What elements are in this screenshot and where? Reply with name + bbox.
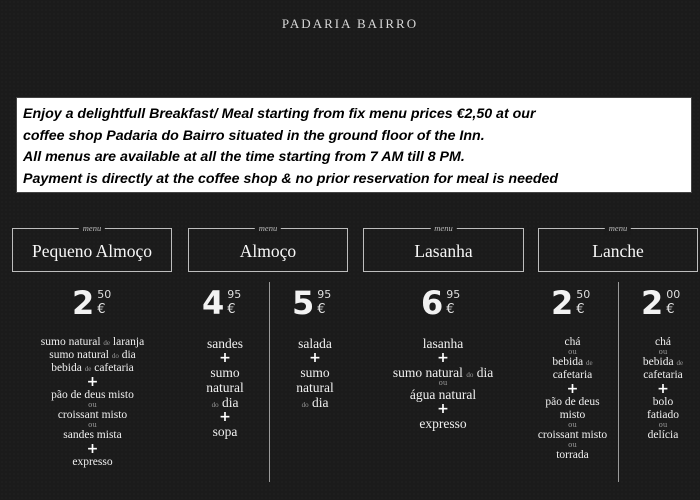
- menu-title: Lanche: [592, 241, 644, 261]
- notice-line: coffee shop Padaria do Bairro situated in the ground floor of the Inn.: [23, 127, 485, 144]
- menu-item: sumo natural do dia: [392, 365, 494, 380]
- price-integer: 2: [641, 284, 664, 322]
- menu-item: fatiado: [647, 409, 679, 421]
- menu-item: cafetaria: [643, 369, 683, 381]
- price-decimal: 50: [576, 288, 591, 301]
- or-label: ou: [568, 348, 577, 356]
- menu-item: sopa: [212, 424, 238, 439]
- or-label: ou: [438, 379, 448, 387]
- currency-symbol: €: [576, 302, 585, 317]
- menu-item: cafetaria: [552, 369, 593, 381]
- currency-symbol: €: [446, 302, 455, 317]
- menu-item: bebida de: [642, 356, 684, 368]
- menu-tag: menu: [605, 221, 631, 235]
- plus-icon: +: [566, 381, 579, 397]
- price-almoco-salada: [292, 285, 331, 335]
- currency-symbol: €: [666, 302, 675, 317]
- menu-item: misto: [559, 409, 586, 421]
- price-decimal: 95: [446, 288, 461, 301]
- menu-header-pequeno-almoco: [12, 223, 172, 272]
- plus-icon: +: [86, 374, 99, 390]
- price-integer: 4: [202, 284, 225, 322]
- price-almoco-sandes: [202, 285, 241, 335]
- notice-line: All menus are available at all the time starting from 7 AM till 8 PM.: [23, 149, 465, 165]
- or-label: ou: [658, 348, 668, 356]
- menu-item: delícia: [647, 429, 679, 441]
- price-integer: 5: [292, 284, 315, 322]
- menu-item: água natural: [409, 387, 477, 402]
- price-decimal: 00: [666, 288, 681, 301]
- menu-item: bebida de: [552, 356, 593, 368]
- currency-symbol: €: [97, 302, 106, 317]
- menu-item: pão de deus: [545, 396, 600, 408]
- menu-item: croissant misto: [537, 429, 608, 441]
- plus-icon: +: [219, 350, 231, 366]
- notice-line: Enjoy a delightfull Breakfast/ Meal starting from fix menu prices €2,50 at our: [23, 106, 536, 122]
- menu-item: do dia: [211, 395, 239, 410]
- menu-header-lanche: [538, 223, 698, 272]
- plus-icon: +: [657, 381, 669, 397]
- plus-icon: +: [86, 441, 99, 457]
- items-lanche-bolo: [626, 336, 700, 442]
- menu-item: sumo natural do dia: [49, 349, 136, 361]
- plus-icon: +: [309, 350, 321, 366]
- menu-item: natural: [296, 380, 334, 395]
- menu-item: sandes: [207, 336, 243, 351]
- currency-symbol: €: [317, 302, 326, 317]
- menu-item: chá: [655, 336, 671, 348]
- menu-title: Lasanha: [414, 241, 473, 261]
- price-integer: 2: [72, 284, 95, 322]
- or-label: ou: [88, 401, 97, 409]
- price-lasanha: [421, 285, 460, 335]
- items-lanche-cha: [530, 336, 615, 462]
- menu-item: expresso: [419, 416, 467, 431]
- column-divider: [269, 282, 270, 482]
- menu-item: sumo natural de laranja: [40, 336, 145, 348]
- menu-item: expresso: [72, 456, 113, 468]
- menu-item: bebida de cafetaria: [51, 362, 134, 374]
- menu-item: pão de deus misto: [51, 389, 134, 401]
- menu-item: sumo: [210, 365, 240, 380]
- items-pequeno-almoco: [20, 336, 165, 469]
- or-label: ou: [658, 421, 668, 429]
- brand-name: PADARIA BAIRRO: [281, 16, 419, 31]
- or-label: ou: [568, 421, 577, 429]
- notice-line: Payment is directly at the coffee shop & no prior reservation for meal is needed: [23, 170, 559, 187]
- price-decimal: 95: [227, 288, 242, 301]
- items-almoco-salada: [280, 336, 350, 410]
- plus-icon: +: [437, 401, 449, 417]
- plus-icon: +: [219, 409, 231, 425]
- menu-item: croissant misto: [57, 409, 128, 421]
- menu-item: sumo: [300, 365, 330, 380]
- price-decimal: 95: [317, 288, 332, 301]
- menu-item: lasanha: [422, 336, 464, 351]
- menu-title: Almoço: [239, 241, 297, 261]
- items-lasanha: [368, 336, 518, 431]
- menu-tag: menu: [79, 221, 105, 235]
- or-label: ou: [88, 421, 97, 429]
- price-integer: 6: [421, 284, 444, 322]
- menu-item: sandes mista: [63, 429, 122, 441]
- plus-icon: +: [437, 350, 449, 366]
- price-pequeno-almoco: [72, 285, 111, 335]
- column-divider: [618, 282, 619, 482]
- price-lanche-bolo: [641, 285, 680, 335]
- menu-header-lasanha: [363, 223, 524, 272]
- menu-tag: menu: [255, 221, 281, 235]
- currency-symbol: €: [227, 302, 236, 317]
- menu-item: chá: [564, 336, 581, 348]
- menu-item: salada: [298, 336, 332, 351]
- notice-box: [16, 97, 692, 193]
- items-almoco-sandes: [190, 336, 260, 439]
- or-label: ou: [568, 441, 577, 449]
- menu-item: natural: [206, 380, 244, 395]
- menu-header-almoco: [188, 223, 348, 272]
- menu-item: do dia: [301, 395, 329, 410]
- brand-logo: [0, 16, 700, 32]
- price-decimal: 50: [97, 288, 112, 301]
- menu-item: bolo: [652, 396, 674, 408]
- price-lanche-cha: [551, 285, 590, 335]
- price-integer: 2: [551, 284, 574, 322]
- menu-item: torrada: [556, 449, 589, 461]
- menu-tag: menu: [430, 221, 456, 235]
- menu-title: Pequeno Almoço: [31, 241, 153, 261]
